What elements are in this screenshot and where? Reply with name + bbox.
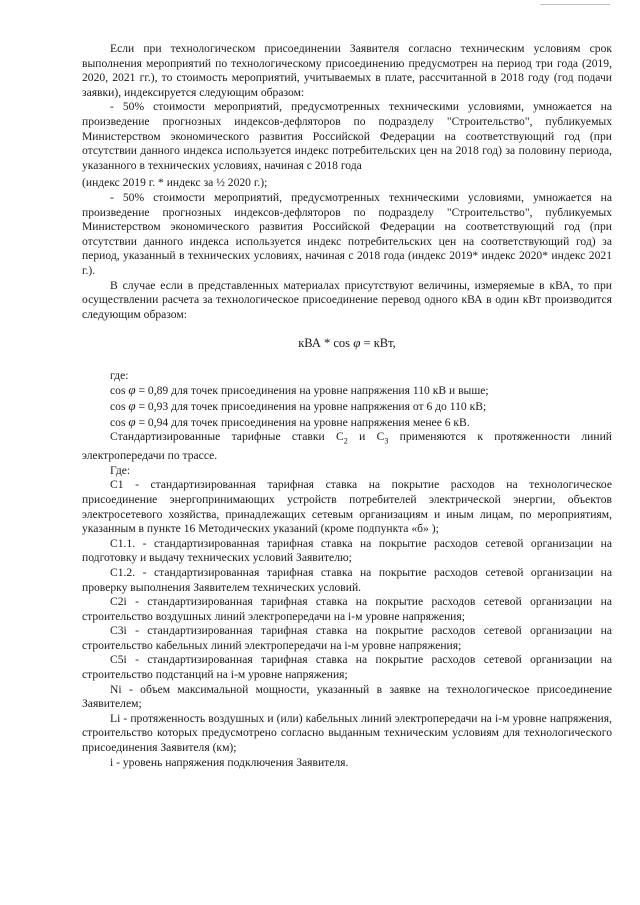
cos-value-text: = 0,89 для точек присоединения на уровне напряжения 110 кВ и выше; — [138, 384, 489, 398]
definition-c1-2: С1.2. - стандартизированная тарифная ставка на покрытие расходов сетевой организации на проверку выполнения Заявителем технических условий. — [82, 565, 612, 594]
cos-where-label: где: — [110, 368, 129, 382]
definition-ni: Ni - объем максимальной мощности, указанный в заявке на технологическое присоединение Заявителем; — [82, 682, 612, 711]
document-page — [82, 42, 612, 770]
phi-symbol: φ — [128, 398, 136, 414]
cos-value-text: = 0,94 для точек присоединения на уровне напряжения менее 6 кВ. — [138, 415, 470, 429]
subscript-3: 3 — [384, 436, 389, 446]
cos-prefix: cos — [110, 400, 126, 414]
rates-intro-b: и С — [347, 430, 385, 444]
phi-symbol: φ — [128, 413, 136, 429]
phi-symbol: φ — [128, 382, 136, 398]
cos-value-text: = 0,93 для точек присоединения на уровне напряжения от 6 до 110 кВ; — [138, 400, 487, 414]
cos-prefix: cos — [110, 415, 126, 429]
paragraph-second-half-indexation: - 50% стоимости мероприятий, предусмотренных техническими условиями, умножается на произведение прогнозных индексов-дефляторов по подразделу "Строительство", публикуемых Министерством экономического развития Российской Федерации на соответствующий год (при отсутствии данного индекса используется индекс потребительских цен на соответствующий год) за период, указанный в технических условиях, начиная с 2018 года (индекс 2019* индекс 2020* индекс 2021 г.). — [82, 190, 612, 277]
definition-li: Li - протяженность воздушных и (или) кабельных линий электропередачи на i-м уровне напряжения, строительство которых предусмотрено согласно выданным техническим условиям для технологического присоединения Заявителя (км); — [82, 711, 612, 755]
definition-c1: С1 - стандартизированная тарифная ставка на покрытие расходов на технологическое присоединение энергопринимающих устройств потребителей электрической энергии, объектов электросетевого хозяйства, принадлежащих сетевым организациям и иным лицам, по мероприятиям, указанным в пункте 16 Методических указаний (кроме подпункта «б» ); — [82, 478, 612, 536]
subscript-2: 2 — [343, 436, 348, 446]
formula-right: = кВт, — [363, 336, 396, 351]
cos-line-110kv — [82, 383, 612, 399]
cos-line-6-110kv — [82, 399, 612, 415]
definition-c2i: С2i - стандартизированная тарифная ставка на покрытие расходов сетевой организации на строительство воздушных линий электропередачи на i-м уровне напряжения; — [82, 595, 612, 623]
paragraph-kva-conversion: В случае если в представленных материалах присутствуют величины, измеряемые в кВА, то при осуществлении расчета за технологическое присоединение перевод одного кВА в один кВт производится следующим образом: — [82, 278, 612, 321]
phi-symbol: φ — [353, 335, 361, 351]
paragraph-first-half-index-formula: (индекс 2019 г. * индекс за ½ 2020 г.); — [82, 176, 268, 190]
formula-left: кВА * cos — [298, 336, 351, 351]
definition-i: i - уровень напряжения подключения Заявителя. — [110, 755, 349, 769]
rates-intro-c: применяются к протяженности линий электропередачи по трассе. — [82, 430, 612, 463]
definition-c5i: С5i - стандартизированная тарифная ставка на покрытие расходов сетевой организации на строительство подстанций на i-м уровне напряжения; — [82, 653, 612, 682]
paragraph-first-half-indexation: - 50% стоимости мероприятий, предусмотренных техническими условиями, умножается на произведение прогнозных индексов-дефляторов по подразделу "Строительство", публикуемых Министерством экономического развития Российской Федерации на соответствующий год (при отсутствии данного индекса используется индекс потребительских цен на 2018 год) за половину периода, указанного в технических условиях, начиная с 2018 года — [82, 100, 612, 172]
cos-line-below-6kv — [82, 415, 612, 431]
definition-c1-1: С1.1. - стандартизированная тарифная ставка на покрытие расходов сетевой организации на подготовку и выдачу технических условий Заявителю; — [82, 536, 612, 565]
definition-c3i: С3i - стандартизированная тарифная ставка на покрытие расходов сетевой организации на строительство кабельных линий электропередачи на i-м уровне напряжения; — [82, 624, 612, 652]
top-rule — [540, 4, 610, 5]
kva-to-kw-formula — [82, 336, 612, 351]
rates-intro-a: Стандартизированные тарифные ставки С — [110, 430, 344, 444]
rates-where-label: Где: — [110, 463, 131, 477]
paragraph-rates-application — [82, 430, 612, 464]
cos-prefix: cos — [110, 384, 126, 398]
paragraph-three-year-period: Если при технологическом присоединении Заявителя согласно техническим условиям срок выполнения мероприятий по технологическому присоединению предусмотрен на период три года (2019, 2020, 2021 гг.), то стоимость мероприятий, учитываемых в плате, рассчитанной в 2018 году (год подачи заявки), индексируется следующим образом: — [82, 42, 612, 99]
